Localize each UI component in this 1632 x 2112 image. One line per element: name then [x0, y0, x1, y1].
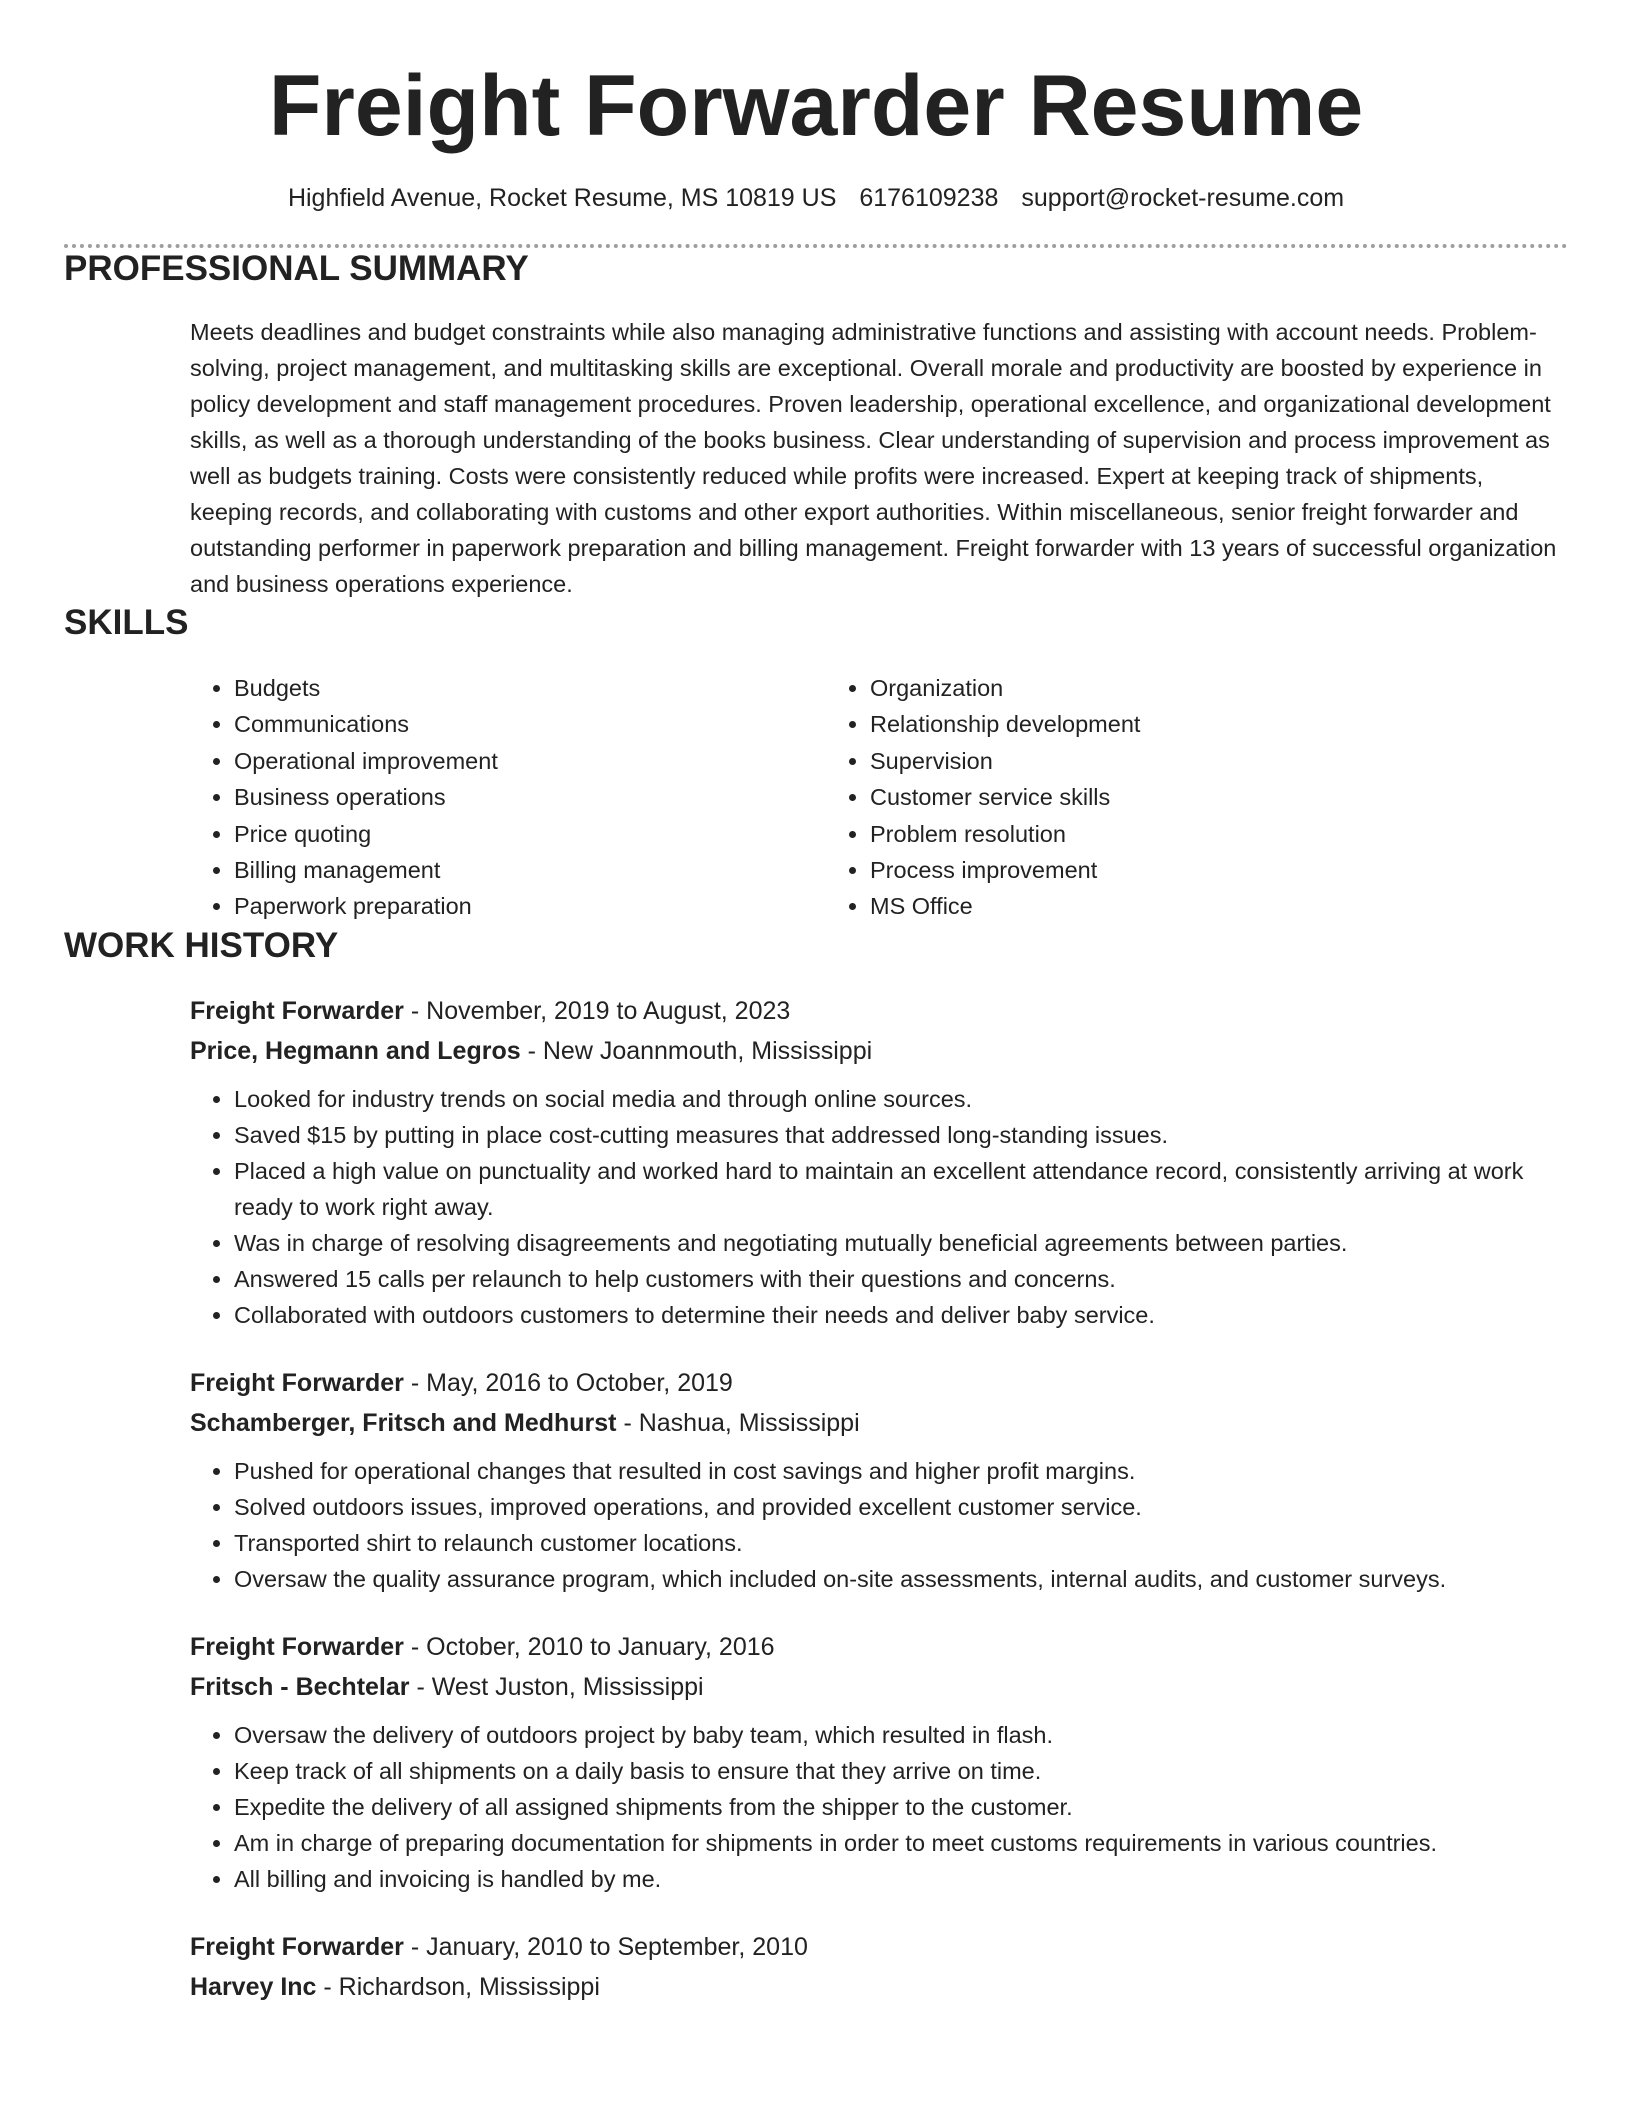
skill-item: • Price quoting	[234, 816, 826, 852]
resume-page	[64, 0, 1568, 2007]
skill-item: • Problem resolution	[870, 816, 1462, 852]
job-title: Freight Forwarder	[190, 1368, 404, 1397]
job-bullets	[190, 1453, 1568, 1597]
job-bullet: • Oversaw the delivery of outdoors project by baby team, which resulted in flash.	[234, 1717, 1568, 1753]
job-bullet: • All billing and invoicing is handled by me.	[234, 1861, 1568, 1897]
job-bullet: • Oversaw the quality assurance program, which included on-site assessments, internal audits, and customer surveys.	[234, 1561, 1568, 1597]
job-title-line	[190, 1627, 1568, 1667]
skills-list	[190, 670, 1568, 925]
job-bullets	[190, 1717, 1568, 1897]
job-title: Freight Forwarder	[190, 996, 404, 1025]
job-location: - Nashua, Mississippi	[616, 1408, 860, 1437]
job-company-line	[190, 1031, 1568, 1071]
skill-item: • Customer service skills	[870, 779, 1462, 815]
job-company-line	[190, 1667, 1568, 1707]
skill-item: • Budgets	[234, 670, 826, 706]
job-company: Schamberger, Fritsch and Medhurst	[190, 1408, 617, 1437]
job-company: Harvey Inc	[190, 1972, 317, 2001]
skill-item: • MS Office	[870, 888, 1462, 924]
skill-item: • Business operations	[234, 779, 826, 815]
job-location: - Richardson, Mississippi	[316, 1972, 600, 2001]
skill-item: • Supervision	[870, 743, 1462, 779]
job-bullet: • Looked for industry trends on social media and through online sources.	[234, 1081, 1568, 1117]
job-title: Freight Forwarder	[190, 1632, 404, 1661]
skill-item: • Organization	[870, 670, 1462, 706]
skill-item: • Process improvement	[870, 852, 1462, 888]
job-entry	[190, 991, 1568, 1333]
job-title-line	[190, 991, 1568, 1031]
skills-column-right	[826, 670, 1462, 925]
job-dates: - October, 2010 to January, 2016	[403, 1632, 775, 1661]
summary-heading: PROFESSIONAL SUMMARY	[64, 249, 529, 288]
skill-item: • Communications	[234, 706, 826, 742]
job-bullet: • Expedite the delivery of all assigned shipments from the shipper to the customer.	[234, 1789, 1568, 1825]
job-bullet: • Collaborated with outdoors customers to determine their needs and deliver baby service.	[234, 1297, 1568, 1333]
phone: 6176109238	[859, 184, 999, 212]
job-location: - New Joannmouth, Mississippi	[520, 1036, 873, 1065]
job-title-line	[190, 1363, 1568, 1403]
skill-item: • Paperwork preparation	[234, 888, 826, 924]
job-company: Price, Hegmann and Legros	[190, 1036, 521, 1065]
job-bullet: • Was in charge of resolving disagreements and negotiating mutually beneficial agreements between parties.	[234, 1225, 1568, 1261]
job-bullet: • Keep track of all shipments on a daily basis to ensure that they arrive on time.	[234, 1753, 1568, 1789]
job-location: - West Juston, Mississippi	[409, 1672, 704, 1701]
job-dates: - January, 2010 to September, 2010	[403, 1932, 808, 1961]
job-bullet: • Saved $15 by putting in place cost-cutting measures that addressed long-standing issues.	[234, 1117, 1568, 1153]
job-bullet: • Answered 15 calls per relaunch to help customers with their questions and concerns.	[234, 1261, 1568, 1297]
job-company-line	[190, 1403, 1568, 1443]
address: Highfield Avenue, Rocket Resume, MS 10819 US	[287, 184, 837, 212]
job-title: Freight Forwarder	[190, 1932, 404, 1961]
summary-text: Meets deadlines and budget constraints while also managing administrative functions and assisting with account needs. Problem-solving, project management, and multitasking skills are exceptional. Overall morale and productivity are boosted by experience in policy development and staff management procedures. Proven leadership, operational excellence, and organizational development skills, as well as a thorough understanding of the books business. Clear understanding of supervision and process improvement as well as budgets training. Costs were consistently reduced while profits were increased. Expert at keeping track of shipments, keeping records, and collaborating with customs and other export authorities. Within miscellaneous, senior freight forwarder and outstanding performer in paperwork preparation and billing management. Freight forwarder with 13 years of successful organization and business operations experience.	[190, 319, 1557, 597]
job-bullet: • Am in charge of preparing documentation for shipments in order to meet customs requirements in various countries.	[234, 1825, 1568, 1861]
job-entry	[190, 1927, 1568, 2007]
job-entry	[190, 1627, 1568, 1897]
job-bullet: • Placed a high value on punctuality and worked hard to maintain an excellent attendance record, consistently arriving at work ready to work right away.	[234, 1153, 1568, 1225]
job-company-line	[190, 1967, 1568, 2007]
job-title-line	[190, 1927, 1568, 1967]
work-history-heading: WORK HISTORY	[64, 925, 339, 965]
skill-item: • Billing management	[234, 852, 826, 888]
job-bullet: • Solved outdoors issues, improved operations, and provided excellent customer service.	[234, 1489, 1568, 1525]
page-title: Freight Forwarder Resume	[268, 58, 1364, 154]
job-dates: - May, 2016 to October, 2019	[403, 1368, 733, 1397]
contact-info	[64, 182, 1568, 214]
job-bullet: • Transported shirt to relaunch customer locations.	[234, 1525, 1568, 1561]
job-bullet: • Pushed for operational changes that resulted in cost savings and higher profit margins.	[234, 1453, 1568, 1489]
job-entry	[190, 1363, 1568, 1597]
skill-item: • Relationship development	[870, 706, 1462, 742]
skills-heading: SKILLS	[64, 603, 189, 642]
skills-column-left	[190, 670, 826, 925]
job-company: Fritsch - Bechtelar	[190, 1672, 410, 1701]
email: support@rocket-resume.com	[1021, 184, 1345, 212]
job-bullets	[190, 1081, 1568, 1333]
skill-item: • Operational improvement	[234, 743, 826, 779]
job-dates: - November, 2019 to August, 2023	[403, 996, 791, 1025]
